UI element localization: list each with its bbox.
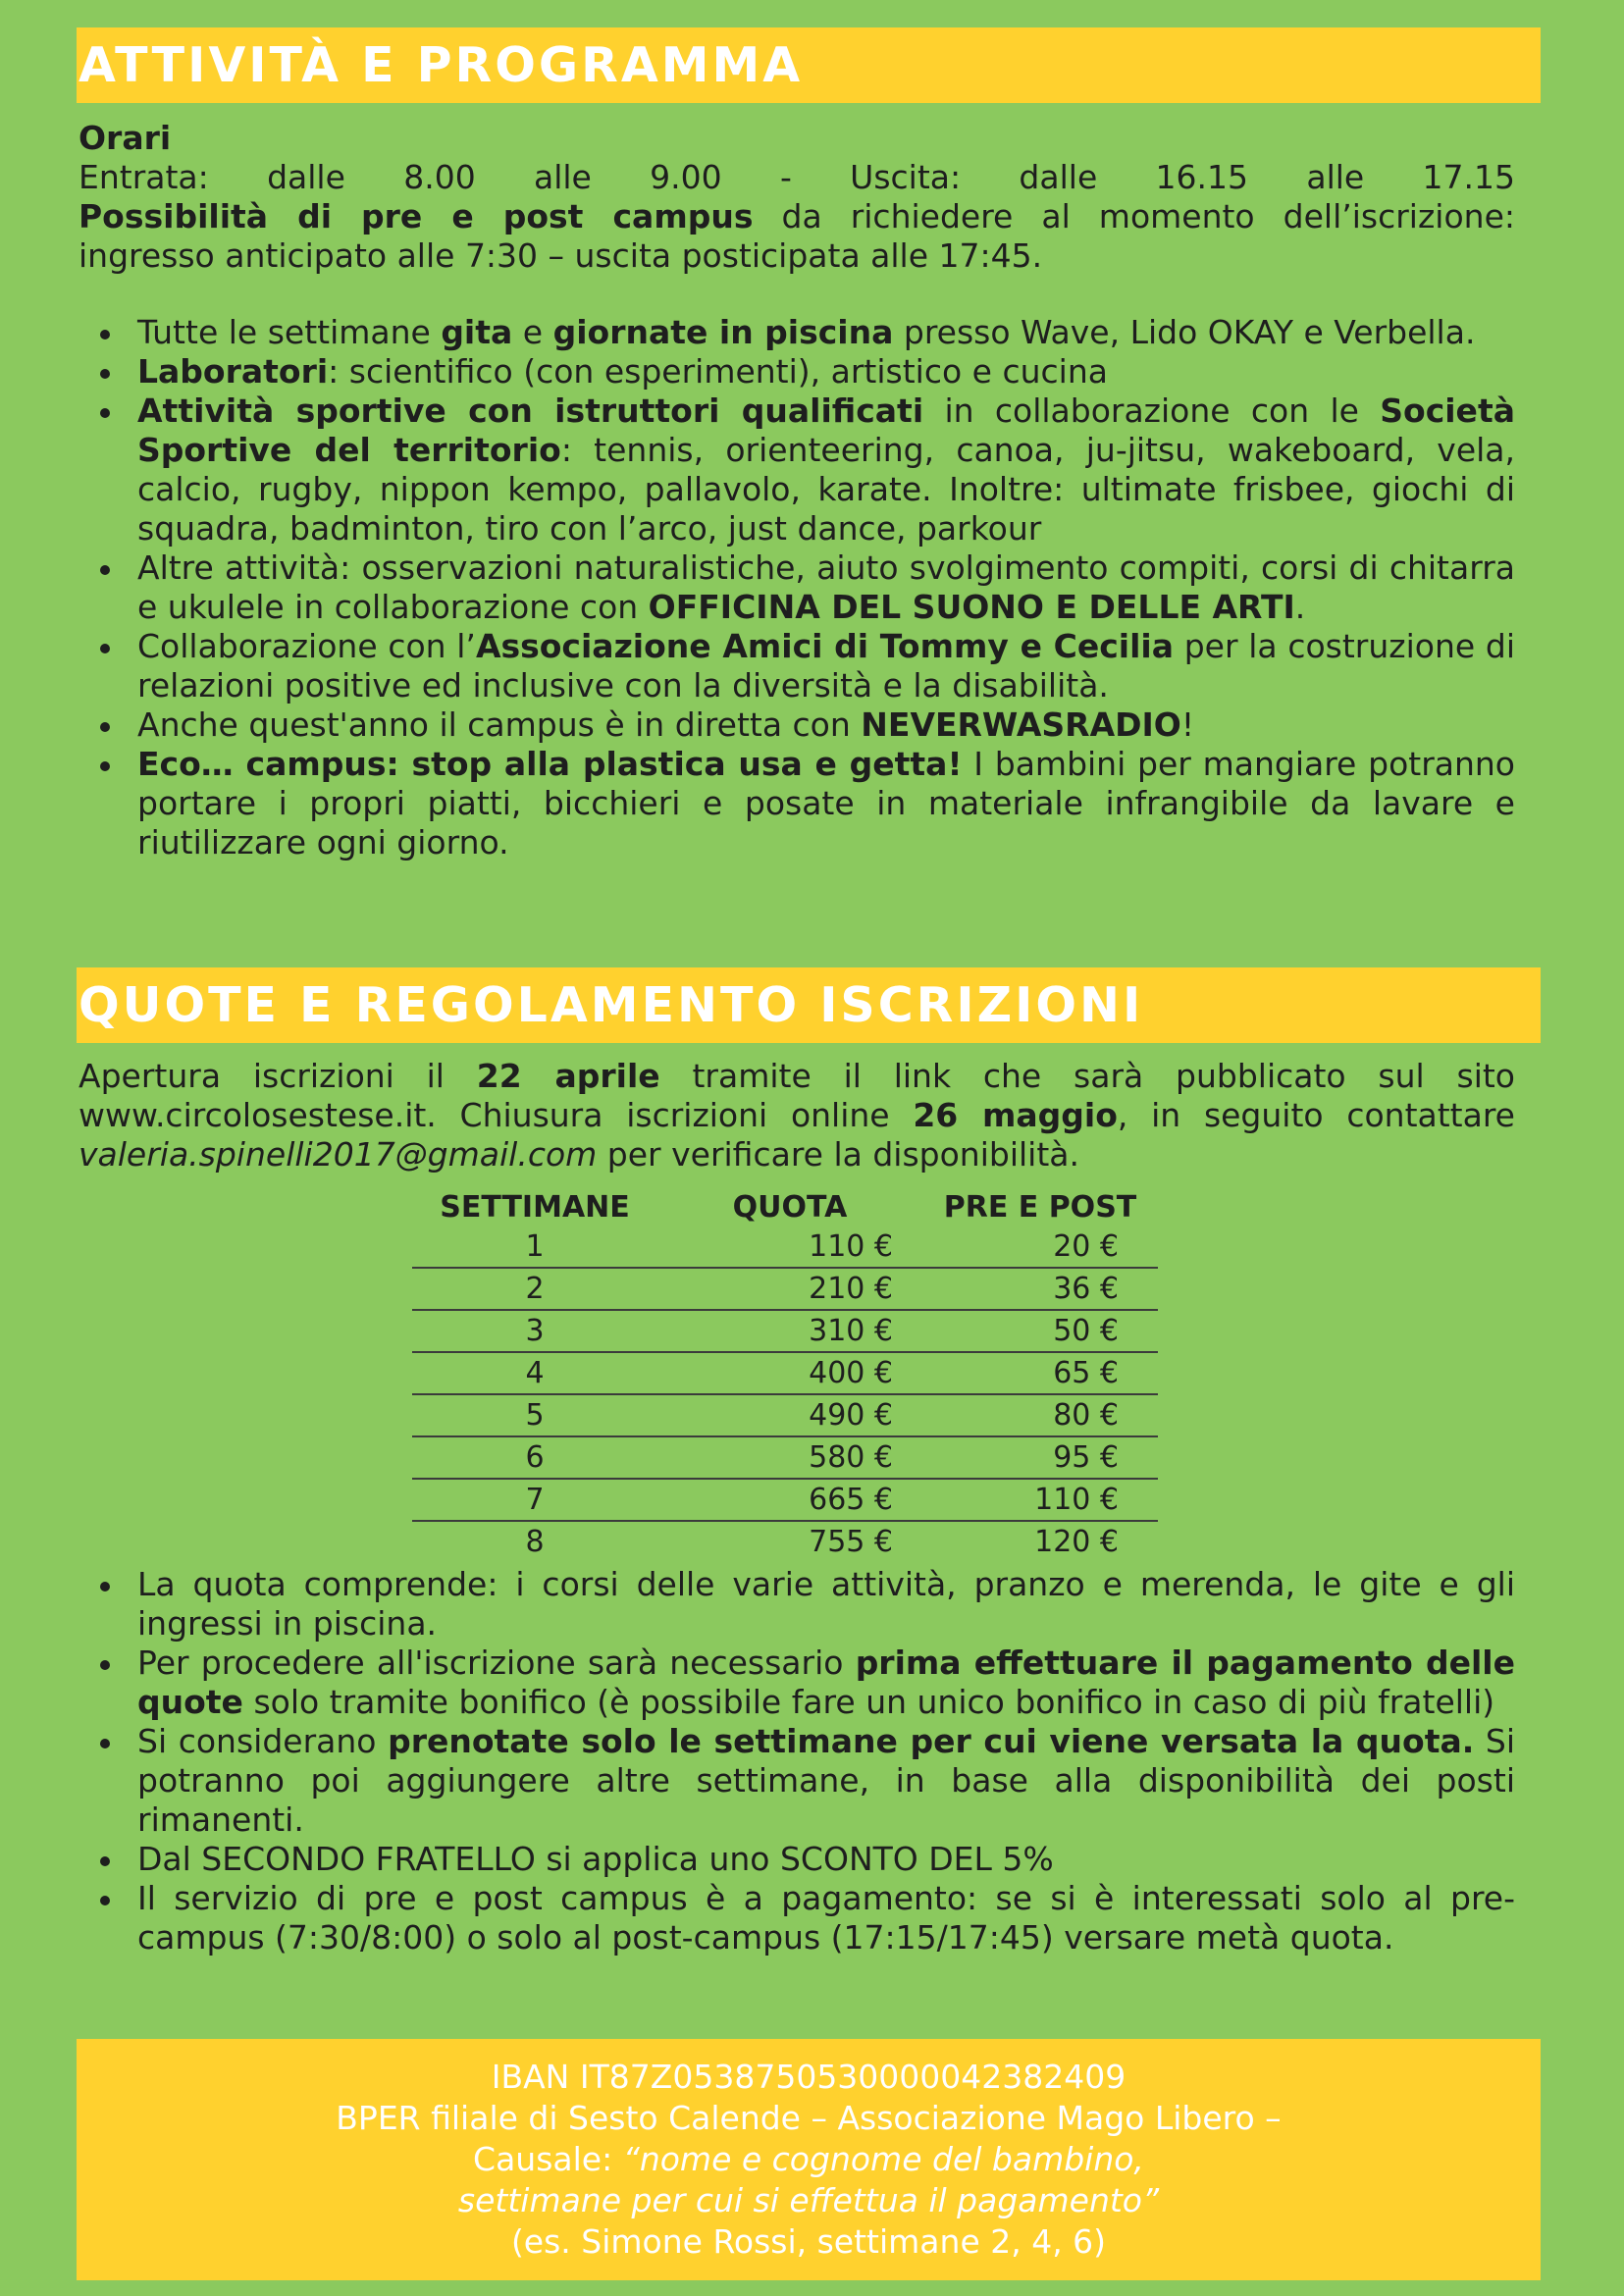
table-cell: 755 €	[809, 1525, 893, 1559]
pre-post-campus-line	[79, 197, 1515, 236]
table-row	[412, 1436, 1158, 1479]
table-row	[412, 1310, 1158, 1352]
table-cell: 210 €	[657, 1268, 922, 1310]
list-item: Collaborazione con l’Associazione Amici di Tommy e Cecilia per la costruzione di relazioni positive ed inclusive con la diversità e la disabilità.	[79, 627, 1515, 705]
causale-line: Causale: “nome e cognome del bambino,	[473, 2140, 1144, 2178]
payment-info-box	[77, 2039, 1541, 2280]
table-cell: 580 €	[657, 1436, 922, 1479]
table-cell: 665 €	[657, 1479, 922, 1521]
col-header: QUOTA	[732, 1189, 848, 1225]
list-item: Laboratori: scientifico (con esperimenti), artistico e cucina	[79, 352, 1515, 391]
schedule-label: Orari	[79, 119, 172, 157]
table-row	[412, 1521, 1158, 1562]
table-cell: 8	[525, 1525, 545, 1559]
table-cell: 95 €	[922, 1436, 1158, 1479]
table-cell: 50 €	[922, 1310, 1158, 1352]
table-row	[412, 1268, 1158, 1310]
activities-list	[79, 313, 1515, 862]
list-item: La quota comprende: i corsi delle varie attività, pranzo e merenda, le gite e gli ingressi in piscina.	[79, 1565, 1515, 1644]
col-header: PRE E POST	[943, 1189, 1137, 1225]
schedule-hours: Entrata: dalle 8.00 alle 9.00 - Uscita: dalle 16.15 alle 17.15	[79, 158, 1515, 196]
list-item: Il servizio di pre e post campus è a pagamento: se si è interessati solo al pre-campus (7:30/8:00) o solo al post-campus (17:15/17:45) versare metà quota.	[79, 1879, 1515, 1957]
table-cell: 5	[412, 1394, 657, 1436]
table-cell: 110 €	[922, 1479, 1158, 1521]
table-cell: 400 €	[657, 1352, 922, 1394]
table-cell: 1	[412, 1226, 657, 1268]
section-banner-activities	[77, 27, 1541, 103]
list-item: Attività sportive con istruttori qualificati in collaborazione con le Società Sportive del territorio: tennis, orienteering, canoa, ju-jitsu, wakeboard, vela, calcio, rugby, nippon kempo, pallavolo, karate. Inoltre: ultimate frisbee, giochi di squadra, badminton, tiro con l’arco, just dance, parkour	[79, 391, 1515, 548]
rules-list	[79, 1565, 1515, 1957]
table-cell: 80 €	[922, 1394, 1158, 1436]
list-item: Eco… campus: stop alla plastica usa e getta! I bambini per mangiare potranno portare i propri piatti, bicchieri e posate in materiale infrangibile da lavare e riutilizzare ogni giorno.	[79, 745, 1515, 862]
causale-line-2: settimane per cui si effettua il pagamento”	[457, 2181, 1160, 2219]
registration-info: Apertura iscrizioni il 22 aprile tramite il link che sarà pubblicato sul sito www.circolosestese.it. Chiusura iscrizioni online 26 maggio, in seguito contattare valeria.spinelli2017@gmail.com per verificare la disponibilità.	[79, 1057, 1515, 1174]
table-row	[412, 1479, 1158, 1521]
table-cell: 3	[412, 1310, 657, 1352]
list-item: Tutte le settimane gita e giornate in piscina presso Wave, Lido OKAY e Verbella.	[79, 313, 1515, 352]
payment-example: (es. Simone Rossi, settimane 2, 4, 6)	[510, 2222, 1107, 2261]
table-row	[412, 1394, 1158, 1436]
table-cell: 310 €	[657, 1310, 922, 1352]
table-cell: 65 €	[922, 1352, 1158, 1394]
bank-info: BPER filiale di Sesto Calende – Associazione Mago Libero –	[336, 2099, 1282, 2137]
pre-post-campus-text: da richiedere al momento dell’iscrizione:	[753, 197, 1515, 235]
table-row	[412, 1352, 1158, 1394]
table-cell: 120 €	[1034, 1525, 1119, 1559]
table-cell: 2	[412, 1268, 657, 1310]
table-cell: 4	[412, 1352, 657, 1394]
table-row	[412, 1226, 1158, 1268]
table-header-row	[412, 1187, 1158, 1226]
list-item: Per procedere all'iscrizione sarà necessario prima effettuare il pagamento delle quote solo tramite bonifico (è possibile fare un unico bonifico in caso di più fratelli)	[79, 1644, 1515, 1722]
contact-email: valeria.spinelli2017@gmail.com	[79, 1135, 598, 1174]
section-banner-fees	[77, 967, 1541, 1043]
pre-post-times: ingresso anticipato alle 7:30 – uscita posticipata alle 17:45.	[79, 236, 1043, 275]
iban: IBAN IT87Z0538750530000042382409	[491, 2058, 1126, 2096]
list-item: Anche quest'anno il campus è in diretta con NEVERWASRADIO!	[79, 705, 1515, 745]
section-title: ATTIVITÀ E PROGRAMMA	[79, 37, 804, 93]
fees-table	[412, 1187, 1158, 1562]
table-cell: 6	[412, 1436, 657, 1479]
list-item: Altre attività: osservazioni naturalistiche, aiuto svolgimento compiti, corsi di chitarra e ukulele in collaborazione con OFFICINA DEL SUONO E DELLE ARTI.	[79, 548, 1515, 627]
section-title: QUOTE E REGOLAMENTO ISCRIZIONI	[79, 977, 1144, 1033]
table-cell: 110 €	[657, 1226, 922, 1268]
pre-post-campus-bold: Possibilità di pre e post campus	[79, 197, 754, 235]
list-item: Dal SECONDO FRATELLO si applica uno SCONTO DEL 5%	[79, 1840, 1515, 1879]
table-cell: 7	[412, 1479, 657, 1521]
table-cell: 490 €	[657, 1394, 922, 1436]
table-cell: 36 €	[922, 1268, 1158, 1310]
schedule-block	[79, 119, 1515, 276]
list-item: Si considerano prenotate solo le settimane per cui viene versata la quota. Si potranno poi aggiungere altre settimane, in base alla disponibilità dei posti rimanenti.	[79, 1722, 1515, 1840]
table-cell: 20 €	[922, 1226, 1158, 1268]
col-header: SETTIMANE	[440, 1189, 630, 1225]
